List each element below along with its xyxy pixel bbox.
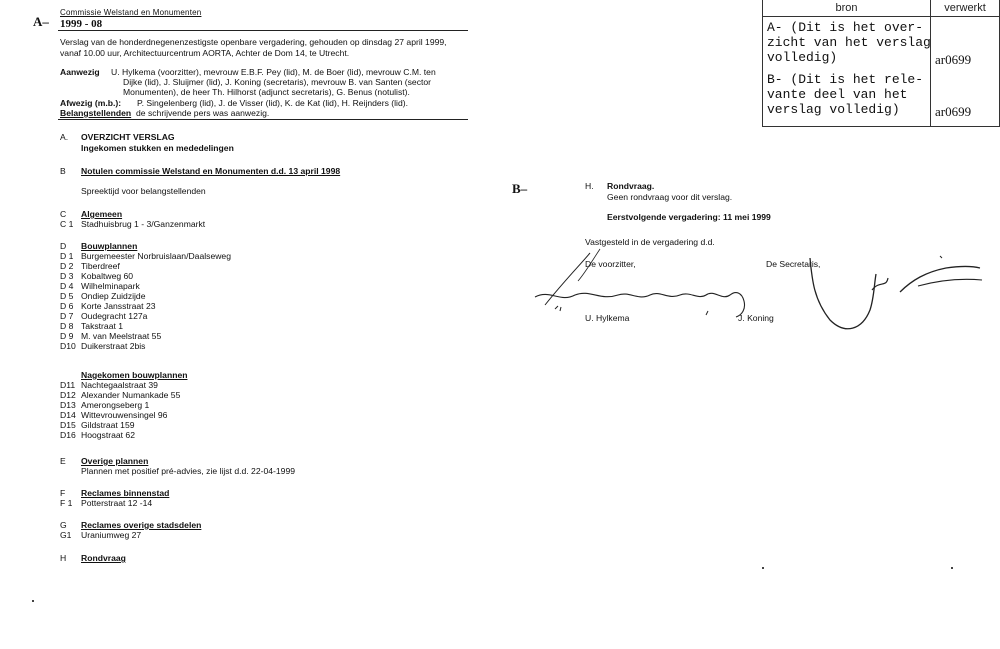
section-e-code: E	[60, 456, 66, 466]
list-item-code: D14	[60, 410, 76, 420]
list-item-code: D11	[60, 380, 76, 390]
list-item-code: D 4	[60, 281, 74, 291]
list-item-code: D 1	[60, 251, 74, 261]
list-item-address: Burgemeester Norbruislaan/Daalseweg	[81, 251, 231, 261]
list-item-code: D10	[60, 341, 76, 351]
processed-cell-a: ar0699	[935, 52, 972, 67]
section-a-sub: Ingekomen stukken en mededelingen	[81, 143, 234, 153]
section-d-code: D	[60, 241, 67, 251]
list-item-address: Tiberdreef	[81, 261, 120, 271]
list-item-address: Alexander Numankade 55	[81, 390, 181, 400]
late-plans-title: Nagekomen bouwplannen	[81, 370, 188, 380]
secretary-signature	[800, 250, 1000, 340]
list-item-address: Takstraat 1	[81, 321, 124, 331]
list-item-address: Potterstraat 12 -14	[81, 498, 153, 508]
header-bottom-rule	[58, 119, 468, 120]
list-item-address: Oudegracht 127a	[81, 311, 148, 321]
list-item-address: Nachtegaalstraat 39	[81, 380, 158, 390]
list-item-code: D12	[60, 390, 76, 400]
chair-signature	[530, 245, 760, 325]
report-number: 1999 - 08	[60, 18, 103, 30]
section-d-title: Bouwplannen	[81, 241, 138, 251]
list-item-address: M. van Meelstraat 55	[81, 331, 162, 341]
list-item-code: F 1	[60, 498, 73, 508]
section-e-sub: Plannen met positief pré-advies, zie lijst d.d. 22-04-1999	[81, 466, 296, 476]
list-item-code: G1	[60, 530, 72, 540]
list-item-code: D 3	[60, 271, 74, 281]
interested-label: Belangstellenden	[60, 108, 132, 118]
rondvraag-code: H.	[585, 181, 594, 191]
interested-text: de schrijvende pers was aanwezig.	[136, 108, 270, 118]
absent-text: P. Singelenberg (lid), J. de Visser (lid), K. de Kat (lid), H. Reijnders (lid).	[137, 98, 408, 108]
section-g-title: Reclames overige stadsdelen	[81, 520, 202, 530]
list-item-address: Stadhuisbrug 1 - 3/Ganzenmarkt	[81, 219, 206, 229]
chair-name: U. Hylkema	[585, 313, 630, 323]
list-item-code: D15	[60, 420, 76, 430]
list-item-address: Korte Jansstraat 23	[81, 301, 156, 311]
marker-b: B–	[512, 181, 528, 196]
section-a-title: OVERZICHT VERSLAG	[81, 132, 175, 142]
section-g-code: G	[60, 520, 67, 530]
next-meeting: Eerstvolgende vergadering: 11 mei 1999	[607, 212, 771, 222]
scan-speck	[762, 567, 764, 569]
source-cell-a: A- (Dit is het over- zicht van het verslag volledig)	[767, 20, 931, 65]
list-item-code: D16	[60, 430, 76, 440]
list-item-address: Wittevrouwensingel 96	[81, 410, 168, 420]
list-item-address: Gildstraat 159	[81, 420, 135, 430]
committee-title: Commissie Welstand en Monumenten	[60, 8, 202, 17]
intro-line-2: vanaf 10.00 uur, Architectuurcentrum AORTA, Achter de Dom 14, te Utrecht.	[60, 48, 350, 58]
section-c-code: C	[60, 209, 67, 219]
section-c-title: Algemeen	[81, 209, 123, 219]
list-item-code: D 9	[60, 331, 74, 341]
processed-cell-b: ar0699	[935, 104, 972, 119]
list-item-address: Duikerstraat 2bis	[81, 341, 146, 351]
chair-label: De voorzitter,	[585, 259, 636, 269]
section-b-code: B	[60, 166, 66, 176]
list-item-address: Uraniumweg 27	[81, 530, 142, 540]
list-item-address: Kobaltweg 60	[81, 271, 134, 281]
rondvraag-text: Geen rondvraag voor dit verslag.	[607, 192, 733, 202]
section-a-code: A.	[60, 132, 69, 142]
column-header-source: bron	[763, 0, 930, 17]
section-h-title: Rondvraag	[81, 553, 126, 563]
list-item-code: D 6	[60, 301, 74, 311]
present-line-2: Dijke (lid), J. Sluijmer (lid), J. Koning (secretaris), mevrouw B. van Santen (sector	[123, 77, 432, 87]
list-item-address: Ondiep Zuidzijde	[81, 291, 146, 301]
present-line-1: U. Hylkema (voorzitter), mevrouw E.B.F. Pey (lid), M. de Boer (lid), mevrouw C.M. ten	[111, 67, 436, 77]
section-e-title: Overige plannen	[81, 456, 149, 466]
present-label: Aanwezig	[60, 67, 100, 77]
list-item-code: D 8	[60, 321, 74, 331]
list-item-code: D 2	[60, 261, 74, 271]
column-header-processed: verwerkt	[931, 0, 999, 17]
section-f-code: F	[60, 488, 66, 498]
adopted-text: Vastgesteld in de vergadering d.d.	[585, 237, 715, 247]
section-b-title: Notulen commissie Welstand en Monumenten d.d. 13 april 1998	[81, 166, 341, 176]
list-item-code: D 5	[60, 291, 74, 301]
present-line-3: Monumenten), de heer Th. Hilhorst (adjunct secretaris), G. Benus (notulist).	[123, 87, 410, 97]
secretary-label: De Secretaris,	[766, 259, 821, 269]
section-f-title: Reclames binnenstad	[81, 488, 170, 498]
rondvraag-title: Rondvraag.	[607, 181, 655, 191]
section-h-code: H	[60, 553, 67, 563]
header-rule	[58, 30, 468, 31]
scan-speck	[951, 567, 953, 569]
source-table	[762, 0, 1000, 127]
source-cell-b: B- (Dit is het rele- vante deel van het verslag volledig)	[767, 72, 924, 117]
list-item-code: C 1	[60, 219, 74, 229]
scan-speck	[32, 600, 34, 602]
secretary-name: J. Koning	[738, 313, 774, 323]
section-b-sub: Spreektijd voor belangstellenden	[81, 186, 206, 196]
list-item-address: Wilhelminapark	[81, 281, 140, 291]
marker-a: A–	[33, 14, 49, 29]
list-item-code: D13	[60, 400, 76, 410]
list-item-address: Amerongseberg 1	[81, 400, 150, 410]
list-item-code: D 7	[60, 311, 74, 321]
intro-line-1: Verslag van de honderdnegenenzestigste openbare vergadering, gehouden op dinsdag 27 april 1999,	[60, 37, 447, 47]
list-item-address: Hoogstraat 62	[81, 430, 135, 440]
absent-label: Afwezig (m.b.):	[60, 98, 122, 108]
